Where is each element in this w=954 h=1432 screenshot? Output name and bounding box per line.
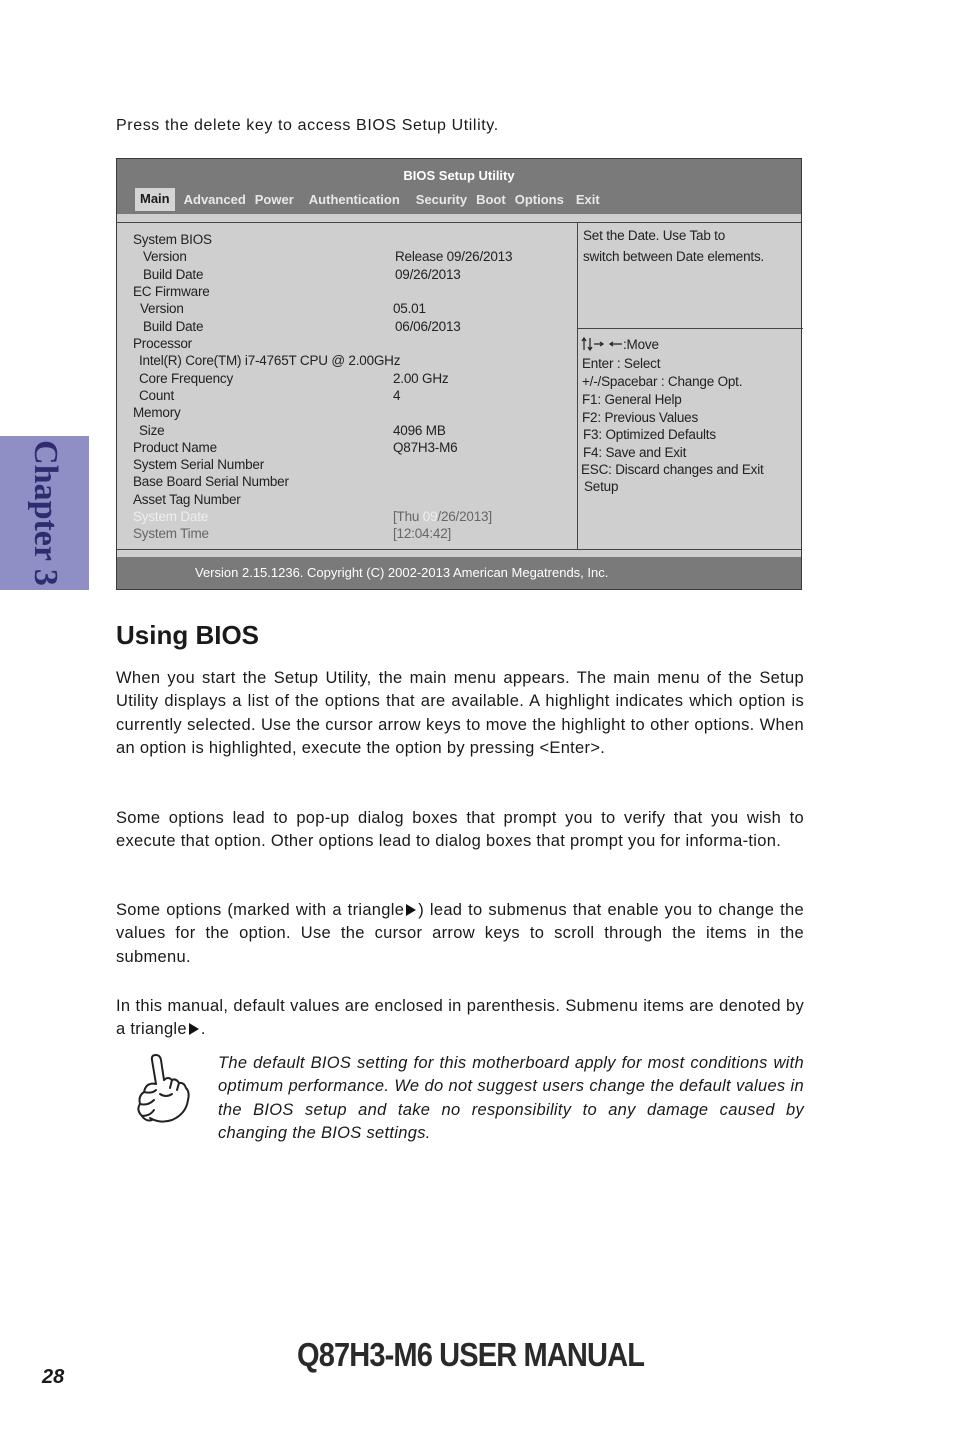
bios-value-core-frequency: 2.00 GHz xyxy=(393,371,449,386)
bios-item-asset-tag: Asset Tag Number xyxy=(133,492,241,507)
bios-value-count: 4 xyxy=(393,388,401,403)
bios-screenshot xyxy=(116,158,802,590)
bios-footer xyxy=(117,557,801,589)
bios-item-product-name: Product Name xyxy=(133,440,217,455)
bios-help-divider xyxy=(577,328,803,329)
bios-divider-bottom xyxy=(117,549,801,550)
page-number: 28 xyxy=(42,1366,65,1388)
help-key-change: +/-/Spacebar : Change Opt. xyxy=(582,374,743,389)
help-move-label: :Move xyxy=(623,337,659,352)
help-key-esc: ESC: Discard changes and Exit xyxy=(581,462,764,477)
bios-divider-top xyxy=(117,222,801,223)
help-line-2: switch between Date elements. xyxy=(583,249,765,264)
bios-item-memory-size: Size xyxy=(139,423,165,438)
arrow-keys-icon xyxy=(581,337,623,351)
bios-item-system-bios: System BIOS xyxy=(133,232,212,247)
bios-item-ec-build-date: Build Date xyxy=(143,319,204,334)
bios-value-ec-version: 05.01 xyxy=(393,301,426,316)
help-key-f4: F4: Save and Exit xyxy=(583,445,687,460)
help-line-1: Set the Date. Use Tab to xyxy=(583,228,726,243)
date-month-highlight: 09 xyxy=(422,509,438,524)
paragraph-1: When you start the Setup Utility, the main menu appears. The main menu of the Setup Utility displays a list of the options that are available. A highlight indicates which option is currently selected. Use the cursor arrow keys to move the highlight to other options. When an option is highlighted, execute the option by pressing <Enter>. xyxy=(116,669,804,757)
bios-item-memory: Memory xyxy=(133,405,181,420)
bios-value-memory-size: 4096 MB xyxy=(393,423,446,438)
bios-item-cpu-name: Intel(R) Core(TM) i7-4765T CPU @ 2.00GHz xyxy=(139,353,401,368)
pointing-hand-icon xyxy=(132,1054,194,1131)
help-key-f1: F1: General Help xyxy=(582,392,682,407)
bios-item-bios-version: Version xyxy=(143,249,187,264)
help-key-f3: F3: Optimized Defaults xyxy=(583,427,716,442)
bios-item-processor: Processor xyxy=(133,336,192,351)
bios-menu-bar xyxy=(135,187,609,211)
note-text: The default BIOS setting for this motherboard apply for most conditions with optimum performance. We do not suggest users change the default values in the BIOS setup and take no responsibility to any damage caused by changing the BIOS settings. xyxy=(218,1054,804,1142)
help-key-move xyxy=(581,337,659,352)
bios-tab-power[interactable]: Power xyxy=(254,191,294,207)
paragraph-4-post: . xyxy=(200,1020,206,1039)
bios-item-ec-version: Version xyxy=(140,301,184,316)
paragraph-3-post: ) lead to submenus that enable you to change the values for the option. Use the cursor arrow keys to scroll through the items in the submenu. xyxy=(116,901,804,966)
paragraph-4-pre: In this manual, default values are enclosed in parenthesis. Submenu items are denoted by a triangle xyxy=(116,997,804,1039)
triangle-right-icon xyxy=(189,1023,199,1035)
bios-tab-boot[interactable]: Boot xyxy=(476,191,506,207)
bios-item-ec-firmware: EC Firmware xyxy=(133,284,210,299)
bios-tab-authentication[interactable]: Authentication xyxy=(308,191,400,207)
chapter-tab xyxy=(0,436,89,590)
manual-title: Q87H3-M6 USER MANUAL xyxy=(297,1336,645,1373)
bios-item-system-time[interactable]: System Time xyxy=(133,526,209,541)
bios-tab-exit[interactable]: Exit xyxy=(575,191,600,207)
paragraph-3 xyxy=(116,899,804,969)
bios-tab-security[interactable]: Security xyxy=(415,191,468,207)
bios-tab-options[interactable]: Options xyxy=(514,191,564,207)
bios-item-core-frequency: Core Frequency xyxy=(139,371,233,386)
intro-text: Press the delete key to access BIOS Setup Utility. xyxy=(116,117,499,134)
bios-item-system-serial: System Serial Number xyxy=(133,457,265,472)
bios-tab-advanced[interactable]: Advanced xyxy=(183,191,246,207)
date-prefix: [Thu xyxy=(393,509,423,524)
bios-value-product-name: Q87H3-M6 xyxy=(393,440,458,455)
paragraph-4 xyxy=(116,995,804,1042)
bios-column-divider xyxy=(577,223,578,549)
bios-item-bios-build-date: Build Date xyxy=(143,267,204,282)
bios-value-system-time[interactable]: [12:04:42] xyxy=(393,526,452,541)
help-key-f2: F2: Previous Values xyxy=(582,410,699,425)
date-suffix: /26/2013] xyxy=(437,509,492,524)
bios-value-ec-build-date: 06/06/2013 xyxy=(395,319,461,334)
bios-header xyxy=(117,159,801,214)
bios-value-bios-version: Release 09/26/2013 xyxy=(395,249,513,264)
bios-value-bios-build-date: 09/26/2013 xyxy=(395,267,461,282)
help-key-esc-cont: Setup xyxy=(584,479,619,494)
bios-title: BIOS Setup Utility xyxy=(403,168,515,183)
triangle-right-icon xyxy=(406,904,416,916)
paragraph-3-pre: Some options (marked with a triangle xyxy=(116,901,405,919)
bios-item-system-date[interactable]: System Date xyxy=(133,509,209,524)
paragraph-2: Some options lead to pop-up dialog boxes that prompt you to verify that you wish to execute that option. Other options lead to dialog boxes that prompt you for informa-tion. xyxy=(116,809,804,851)
help-key-enter: Enter : Select xyxy=(582,356,661,371)
bios-copyright: Version 2.15.1236. Copyright (C) 2002-2013 American Megatrends, Inc. xyxy=(195,565,609,580)
section-title: Using BIOS xyxy=(116,620,260,650)
bios-item-count: Count xyxy=(139,388,175,403)
bios-value-system-date[interactable] xyxy=(393,509,492,524)
bios-item-board-serial: Base Board Serial Number xyxy=(133,474,289,489)
bios-tab-main[interactable]: Main xyxy=(135,188,175,211)
chapter-tab-label: Chapter 3 xyxy=(26,440,64,586)
